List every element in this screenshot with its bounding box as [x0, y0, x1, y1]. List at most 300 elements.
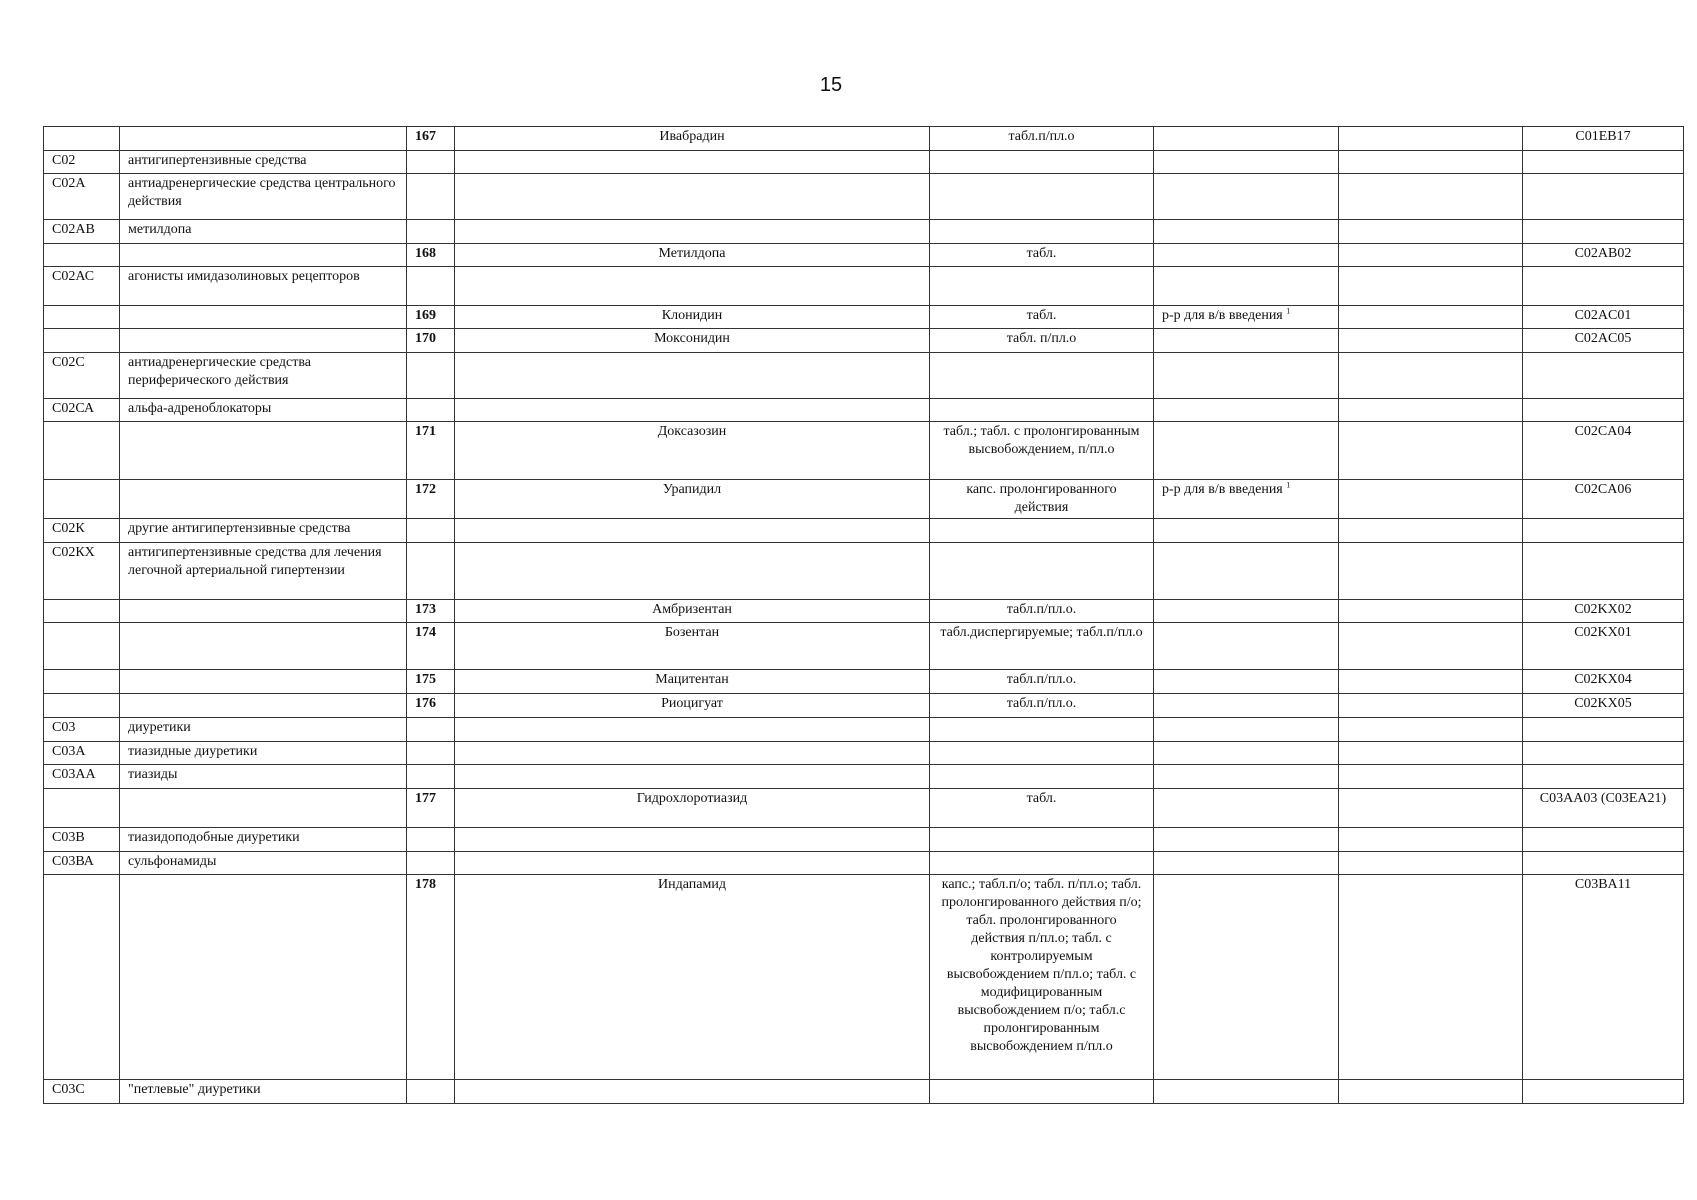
drug-name-text: Бозентан [664, 625, 720, 640]
atc-group-code [44, 127, 120, 151]
row-number [407, 670, 455, 694]
row-number [407, 765, 455, 789]
table-row [44, 151, 1684, 174]
dosage-form [930, 1080, 1154, 1104]
group-description [120, 789, 407, 828]
atc-group-code [44, 789, 120, 828]
atc-group-code [44, 480, 120, 519]
dosage-form-text: табл.п/пл.о [1008, 129, 1075, 144]
atc-code-text: C02KX04 [1574, 672, 1632, 687]
row-number [407, 543, 455, 600]
atc-group-code-text: С02КХ [52, 545, 95, 560]
dosage-form-extra-text: р-р для в/в введения [1162, 482, 1283, 497]
group-description-text: альфа-адреноблокаторы [128, 401, 272, 416]
group-description [120, 600, 407, 623]
dosage-form [930, 220, 1154, 244]
row-number-text: 167 [415, 129, 436, 144]
drug-name [455, 127, 930, 151]
atc-code [1523, 1080, 1684, 1104]
drug-name [455, 220, 930, 244]
dosage-form-extra-text: р-р для в/в введения [1162, 308, 1283, 323]
group-description-text: антиадренергические средства периферического действия [128, 355, 311, 388]
atc-code [1523, 353, 1684, 399]
atc-group-code-text: С02АС [52, 269, 95, 284]
atc-code [1523, 220, 1684, 244]
dosage-form-text: табл.п/пл.о. [1006, 672, 1077, 687]
drug-name [455, 543, 930, 600]
empty-cell [1339, 519, 1523, 543]
row-number [407, 828, 455, 852]
dosage-form [930, 694, 1154, 718]
group-description [120, 519, 407, 543]
atc-group-code [44, 852, 120, 875]
group-description [120, 828, 407, 852]
table-row [44, 127, 1684, 151]
dosage-form-extra [1154, 244, 1339, 267]
table-row [44, 244, 1684, 267]
dosage-form-extra [1154, 422, 1339, 480]
atc-code [1523, 329, 1684, 353]
row-number-text: 168 [415, 246, 436, 261]
row-number [407, 852, 455, 875]
atc-group-code [44, 353, 120, 399]
group-description [120, 742, 407, 765]
table-row [44, 789, 1684, 828]
empty-cell [1339, 127, 1523, 151]
dosage-form [930, 600, 1154, 623]
dosage-form-extra [1154, 718, 1339, 742]
empty-cell [1339, 353, 1523, 399]
atc-group-code-text: С02А [52, 176, 86, 191]
drug-name [455, 789, 930, 828]
table-row [44, 267, 1684, 306]
atc-group-code [44, 244, 120, 267]
row-number [407, 422, 455, 480]
dosage-form [930, 828, 1154, 852]
dosage-form [930, 329, 1154, 353]
group-description [120, 765, 407, 789]
atc-code [1523, 422, 1684, 480]
empty-cell [1339, 670, 1523, 694]
row-number [407, 306, 455, 329]
atc-code-text: C02AC01 [1574, 308, 1632, 323]
group-description-text: антиадренергические средства центрального действия [128, 176, 396, 209]
empty-cell [1339, 329, 1523, 353]
dosage-form-extra [1154, 600, 1339, 623]
atc-code [1523, 670, 1684, 694]
group-description [120, 220, 407, 244]
table-row [44, 765, 1684, 789]
atc-group-code [44, 267, 120, 306]
dosage-form [930, 623, 1154, 670]
atc-code-text: C02KX05 [1574, 696, 1632, 711]
row-number-text: 176 [415, 696, 436, 711]
empty-cell [1339, 543, 1523, 600]
atc-code [1523, 127, 1684, 151]
atc-code-text: C02KX02 [1574, 602, 1632, 617]
empty-cell [1339, 718, 1523, 742]
dosage-form-extra [1154, 742, 1339, 765]
atc-group-code [44, 329, 120, 353]
empty-cell [1339, 267, 1523, 306]
table-row [44, 220, 1684, 244]
group-description [120, 718, 407, 742]
empty-cell [1339, 789, 1523, 828]
empty-cell [1339, 151, 1523, 174]
atc-group-code-text: С02СА [52, 401, 95, 416]
atc-group-code [44, 623, 120, 670]
empty-cell [1339, 828, 1523, 852]
atc-group-code-text: С03С [52, 1082, 85, 1097]
group-description [120, 127, 407, 151]
row-number [407, 329, 455, 353]
dosage-form [930, 399, 1154, 422]
row-number [407, 519, 455, 543]
table-row [44, 174, 1684, 220]
drug-name [455, 694, 930, 718]
drug-name-text: Индапамид [658, 877, 726, 892]
atc-code-text: C03AA03 (C03EA21) [1539, 791, 1667, 806]
row-number [407, 742, 455, 765]
row-number [407, 1080, 455, 1104]
row-number [407, 244, 455, 267]
table-row [44, 623, 1684, 670]
dosage-form [930, 422, 1154, 480]
drug-name-text: Мацитентан [655, 672, 729, 687]
dosage-form-extra [1154, 329, 1339, 353]
dosage-form-extra [1154, 353, 1339, 399]
drug-name-text: Амбризентан [652, 602, 732, 617]
atc-group-code [44, 399, 120, 422]
group-description-text: тиазидоподобные диуретики [128, 830, 300, 845]
dosage-form [930, 670, 1154, 694]
drug-name-text: Доксазозин [657, 424, 727, 439]
group-description [120, 244, 407, 267]
atc-code [1523, 694, 1684, 718]
atc-code [1523, 543, 1684, 600]
atc-group-code [44, 422, 120, 480]
table-row [44, 670, 1684, 694]
empty-cell [1339, 623, 1523, 670]
dosage-form [930, 519, 1154, 543]
group-description [120, 480, 407, 519]
dosage-form-text: табл. [1026, 246, 1057, 261]
drug-name-text: Ивабрадин [659, 129, 725, 144]
row-number-text: 174 [415, 625, 436, 640]
atc-group-code [44, 1080, 120, 1104]
row-number [407, 267, 455, 306]
table-row [44, 306, 1684, 329]
row-number [407, 353, 455, 399]
row-number-text: 169 [415, 308, 436, 323]
empty-cell [1339, 742, 1523, 765]
dosage-form [930, 244, 1154, 267]
table-row [44, 422, 1684, 480]
row-number [407, 718, 455, 742]
dosage-form-text: табл. п/пл.о [1006, 331, 1077, 346]
group-description-text: тиазидные диуретики [128, 744, 258, 759]
group-description-text: метилдопа [128, 222, 192, 237]
row-number [407, 623, 455, 670]
empty-cell [1339, 694, 1523, 718]
drug-name-text: Риоцигуат [661, 696, 723, 711]
row-number [407, 600, 455, 623]
drug-name [455, 353, 930, 399]
dosage-form-text: табл.п/пл.о. [1006, 602, 1077, 617]
atc-group-code [44, 306, 120, 329]
empty-cell [1339, 422, 1523, 480]
group-description-text: диуретики [128, 720, 191, 735]
atc-code [1523, 151, 1684, 174]
table-row [44, 600, 1684, 623]
atc-code [1523, 623, 1684, 670]
drug-name [455, 600, 930, 623]
atc-group-code [44, 694, 120, 718]
drug-name [455, 267, 930, 306]
dosage-form [930, 765, 1154, 789]
atc-group-code [44, 519, 120, 543]
empty-cell [1339, 1080, 1523, 1104]
dosage-form-extra [1154, 852, 1339, 875]
drug-name-text: Гидрохлоротиазид [636, 791, 748, 806]
empty-cell [1339, 480, 1523, 519]
group-description-text: "петлевые" диуретики [128, 1082, 261, 1097]
row-number [407, 151, 455, 174]
dosage-form-extra [1154, 875, 1339, 1080]
group-description-text: антигипертензивные средства для лечения легочной артериальной гипертензии [128, 545, 382, 578]
row-number [407, 174, 455, 220]
table-row [44, 480, 1684, 519]
atc-group-code-text: С03АА [52, 767, 96, 782]
empty-cell [1339, 875, 1523, 1080]
table-row [44, 742, 1684, 765]
row-number-text: 171 [415, 424, 436, 439]
atc-code-text: C03BA11 [1574, 877, 1632, 892]
atc-group-code [44, 174, 120, 220]
atc-code [1523, 828, 1684, 852]
drug-name-text: Моксонидин [654, 331, 730, 346]
dosage-form [930, 353, 1154, 399]
dosage-form-text: табл. [1026, 308, 1057, 323]
dosage-form [930, 480, 1154, 519]
row-number [407, 127, 455, 151]
dosage-form [930, 789, 1154, 828]
group-description-text: сульфонамиды [128, 854, 217, 869]
atc-code-text: C02AC05 [1574, 331, 1632, 346]
atc-code-text: C02KX01 [1574, 625, 1632, 640]
group-description [120, 267, 407, 306]
dosage-form-text: табл.п/пл.о. [1006, 696, 1077, 711]
dosage-form-extra [1154, 670, 1339, 694]
atc-code [1523, 765, 1684, 789]
drug-name [455, 623, 930, 670]
dosage-form [930, 852, 1154, 875]
atc-code-text: C01EB17 [1575, 129, 1631, 144]
drug-name [455, 422, 930, 480]
atc-group-code-text: С03В [52, 830, 85, 845]
drug-name [455, 519, 930, 543]
dosage-form [930, 174, 1154, 220]
atc-group-code [44, 600, 120, 623]
drug-name [455, 399, 930, 422]
atc-code [1523, 718, 1684, 742]
group-description [120, 875, 407, 1080]
group-description-text: другие антигипертензивные средства [128, 521, 351, 536]
group-description [120, 852, 407, 875]
group-description [120, 151, 407, 174]
group-description [120, 543, 407, 600]
atc-group-code [44, 742, 120, 765]
row-number-text: 178 [415, 877, 436, 892]
atc-group-code-text: С02К [52, 521, 85, 536]
table-row [44, 399, 1684, 422]
drug-name-text: Метилдопа [658, 246, 726, 261]
empty-cell [1339, 220, 1523, 244]
drug-name [455, 742, 930, 765]
row-number [407, 694, 455, 718]
dosage-form-text: капс.; табл.п/о; табл. п/пл.о; табл. пролонгированного действия п/о; табл. пролонгированного действия п/пл.о; табл. с контролируемым высвобождением п/пл.о; табл. с модифицированным высвобождением п/о; табл.с пролонгированным высвобождением п/пл.о [941, 877, 1142, 1054]
dosage-form-extra [1154, 267, 1339, 306]
empty-cell [1339, 244, 1523, 267]
table-row [44, 828, 1684, 852]
atc-code [1523, 306, 1684, 329]
table-row [44, 353, 1684, 399]
row-number [407, 399, 455, 422]
dosage-form [930, 127, 1154, 151]
group-description [120, 694, 407, 718]
dosage-form-extra [1154, 306, 1339, 329]
dosage-form-extra [1154, 828, 1339, 852]
dosage-form-text: табл.диспергируемые; табл.п/пл.о [940, 625, 1143, 640]
drug-name [455, 852, 930, 875]
table-row [44, 718, 1684, 742]
drug-name [455, 244, 930, 267]
empty-cell [1339, 399, 1523, 422]
atc-code-text: C02CA04 [1574, 424, 1632, 439]
row-number-text: 173 [415, 602, 436, 617]
atc-group-code [44, 765, 120, 789]
group-description [120, 1080, 407, 1104]
atc-group-code-text: С03А [52, 744, 86, 759]
group-description [120, 174, 407, 220]
dosage-form-extra [1154, 151, 1339, 174]
atc-group-code-text: С02АВ [52, 222, 95, 237]
group-description-text: агонисты имидазолиновых рецепторов [128, 269, 360, 284]
row-number-text: 177 [415, 791, 436, 806]
atc-code [1523, 480, 1684, 519]
dosage-form-extra [1154, 127, 1339, 151]
atc-code [1523, 742, 1684, 765]
drug-name [455, 765, 930, 789]
drug-name-text: Клонидин [661, 308, 723, 323]
dosage-form-extra [1154, 1080, 1339, 1104]
empty-cell [1339, 600, 1523, 623]
group-description [120, 422, 407, 480]
footnote-mark: 1 [1286, 306, 1291, 316]
dosage-form-extra [1154, 694, 1339, 718]
empty-cell [1339, 306, 1523, 329]
dosage-form [930, 267, 1154, 306]
group-description [120, 399, 407, 422]
atc-group-code-text: С02С [52, 355, 85, 370]
table-row [44, 852, 1684, 875]
row-number-text: 172 [415, 482, 436, 497]
dosage-form [930, 151, 1154, 174]
atc-code [1523, 244, 1684, 267]
dosage-form-text: табл.; табл. с пролонгированным высвобождением, п/пл.о [943, 424, 1140, 457]
dosage-form-text: капс. пролонгированного действия [966, 482, 1117, 515]
row-number [407, 480, 455, 519]
drug-name [455, 718, 930, 742]
atc-group-code [44, 718, 120, 742]
row-number [407, 220, 455, 244]
table-row [44, 519, 1684, 543]
group-description [120, 623, 407, 670]
drug-name [455, 1080, 930, 1104]
atc-group-code [44, 875, 120, 1080]
atc-group-code [44, 543, 120, 600]
dosage-form-extra [1154, 789, 1339, 828]
drug-name [455, 670, 930, 694]
atc-group-code-text: С03ВА [52, 854, 94, 869]
atc-group-code-text: С02 [52, 153, 76, 168]
dosage-form-extra [1154, 543, 1339, 600]
dosage-form-extra [1154, 399, 1339, 422]
table-row [44, 694, 1684, 718]
atc-group-code [44, 828, 120, 852]
group-description-text: тиазиды [128, 767, 178, 782]
atc-group-code [44, 670, 120, 694]
atc-code [1523, 267, 1684, 306]
drug-name [455, 306, 930, 329]
table-row [44, 1080, 1684, 1104]
drug-name-text: Урапидил [662, 482, 722, 497]
atc-group-code [44, 151, 120, 174]
atc-code [1523, 875, 1684, 1080]
dosage-form-extra [1154, 480, 1339, 519]
group-description [120, 670, 407, 694]
atc-code [1523, 789, 1684, 828]
atc-code-text: C02CA06 [1574, 482, 1632, 497]
dosage-form [930, 875, 1154, 1080]
dosage-form-text: табл. [1026, 791, 1057, 806]
atc-code [1523, 399, 1684, 422]
atc-group-code-text: С03 [52, 720, 76, 735]
row-number-text: 175 [415, 672, 436, 687]
row-number-text: 170 [415, 331, 436, 346]
drug-name [455, 151, 930, 174]
drug-name [455, 329, 930, 353]
drug-name [455, 174, 930, 220]
dosage-form-extra [1154, 765, 1339, 789]
footnote-mark: 1 [1286, 480, 1291, 490]
empty-cell [1339, 174, 1523, 220]
dosage-form-extra [1154, 220, 1339, 244]
drug-name [455, 828, 930, 852]
page-number: 15 [819, 74, 843, 96]
dosage-form [930, 306, 1154, 329]
table-row [44, 329, 1684, 353]
atc-code [1523, 519, 1684, 543]
dosage-form [930, 742, 1154, 765]
drug-name [455, 480, 930, 519]
atc-group-code [44, 220, 120, 244]
group-description-text: антигипертензивные средства [128, 153, 307, 168]
dosage-form-extra [1154, 519, 1339, 543]
drug-list-table [43, 126, 1684, 1104]
table-row [44, 875, 1684, 1080]
drug-name [455, 875, 930, 1080]
